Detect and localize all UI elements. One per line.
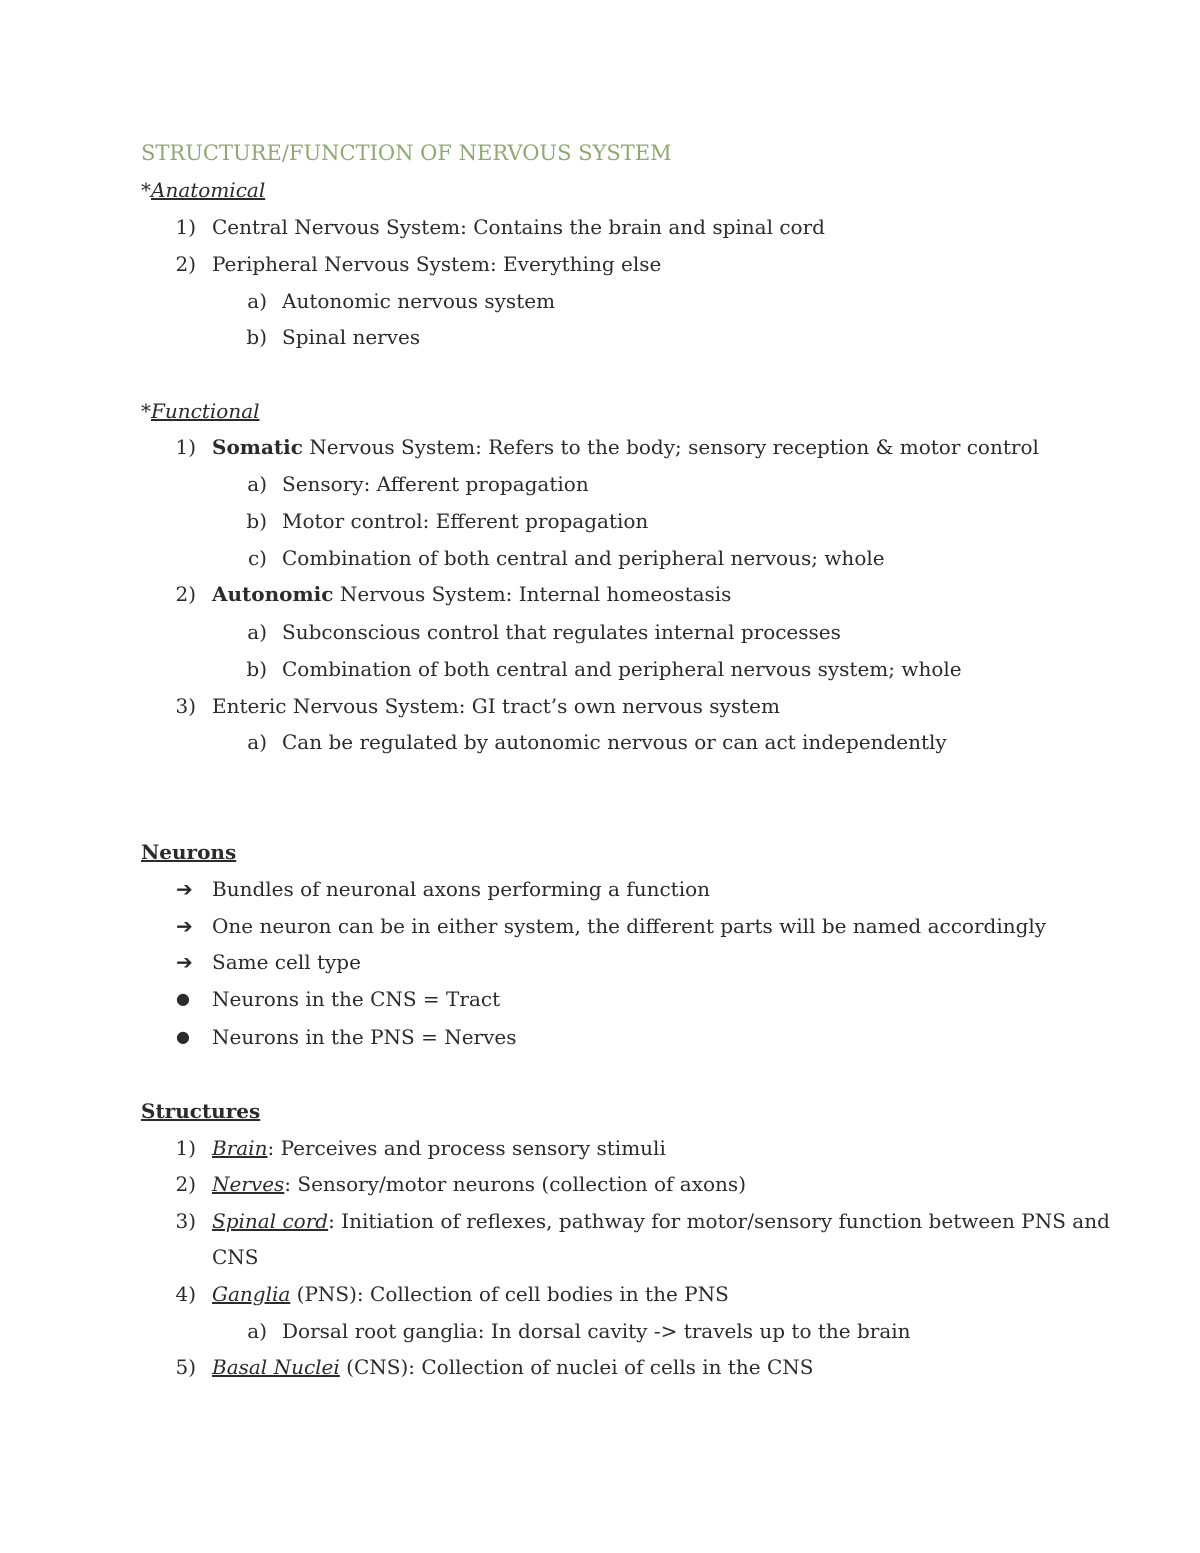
list-text: Enteric Nervous System: GI tract’s own nervous system xyxy=(212,694,780,718)
list-letter: b) xyxy=(246,509,267,533)
list-text xyxy=(212,1134,666,1162)
term: Nerves xyxy=(212,1172,285,1196)
bullet-icon: ● xyxy=(176,989,190,1008)
arrow-icon: ➔ xyxy=(176,877,193,901)
list-number: 2) xyxy=(175,582,196,606)
functional-heading: Functional xyxy=(151,399,260,423)
term-rest: Nervous System: Internal homeostasis xyxy=(333,582,732,606)
list-text: Peripheral Nervous System: Everything else xyxy=(212,252,662,276)
anatomical-heading: Anatomical xyxy=(151,178,266,202)
list-letter: c) xyxy=(247,546,267,570)
list-text xyxy=(212,1207,1110,1235)
term-rest: (PNS): Collection of cell bodies in the PNS xyxy=(290,1282,729,1306)
list-number: 1) xyxy=(175,215,196,239)
list-text: Motor control: Efferent propagation xyxy=(282,509,649,533)
term-rest: : Initiation of reflexes, pathway for motor/sensory function between PNS and xyxy=(328,1209,1110,1233)
term-bold: Somatic xyxy=(212,435,303,459)
term-rest: : Perceives and process sensory stimuli xyxy=(267,1136,666,1160)
bullet-icon: ● xyxy=(176,1027,190,1046)
list-text: Bundles of neuronal axons performing a function xyxy=(212,877,711,901)
term: Ganglia xyxy=(212,1282,291,1306)
arrow-icon: ➔ xyxy=(176,950,193,974)
list-number: 1) xyxy=(175,435,196,459)
list-letter: b) xyxy=(246,325,267,349)
list-letter: a) xyxy=(247,730,267,754)
list-number: 4) xyxy=(175,1282,196,1306)
list-number: 5) xyxy=(175,1355,196,1379)
list-text: Combination of both central and peripheral nervous; whole xyxy=(282,546,885,570)
list-text: Dorsal root ganglia: In dorsal cavity -> travels up to the brain xyxy=(282,1319,911,1343)
list-text: Spinal nerves xyxy=(282,325,421,349)
list-letter: a) xyxy=(247,472,267,496)
list-text: Neurons in the PNS = Nerves xyxy=(212,1025,517,1049)
term: Brain xyxy=(212,1136,268,1160)
list-letter: a) xyxy=(247,1319,267,1343)
list-text: Neurons in the CNS = Tract xyxy=(212,987,501,1011)
arrow-icon: ➔ xyxy=(176,914,193,938)
list-text xyxy=(212,580,731,608)
page-title: STRUCTURE/FUNCTION OF NERVOUS SYSTEM xyxy=(141,141,672,165)
list-text xyxy=(212,1280,729,1308)
list-number: 1) xyxy=(175,1136,196,1160)
list-text: Subconscious control that regulates internal processes xyxy=(282,620,841,644)
list-text: CNS xyxy=(212,1245,259,1269)
term-rest: : Sensory/motor neurons (collection of axons) xyxy=(284,1172,746,1196)
list-letter: b) xyxy=(246,657,267,681)
list-text: Central Nervous System: Contains the brain and spinal cord xyxy=(212,215,825,239)
term-rest: Nervous System: Refers to the body; sensory reception & motor control xyxy=(302,435,1039,459)
list-number: 3) xyxy=(175,1209,196,1233)
list-number: 2) xyxy=(175,1172,196,1196)
list-letter: a) xyxy=(247,620,267,644)
neurons-heading: Neurons xyxy=(141,840,237,864)
term: Spinal cord xyxy=(212,1209,329,1233)
list-text xyxy=(212,433,1039,461)
list-text xyxy=(212,1170,746,1198)
list-text: One neuron can be in either system, the different parts will be named accordingly xyxy=(212,914,1047,938)
term: Basal Nuclei xyxy=(212,1355,340,1379)
asterisk: * xyxy=(141,399,151,423)
list-text: Can be regulated by autonomic nervous or can act independently xyxy=(282,730,947,754)
functional-label xyxy=(141,397,260,425)
anatomical-label xyxy=(141,176,265,204)
list-text xyxy=(212,1353,813,1381)
list-letter: a) xyxy=(247,289,267,313)
list-text: Sensory: Afferent propagation xyxy=(282,472,589,496)
list-text: Combination of both central and peripheral nervous system; whole xyxy=(282,657,962,681)
list-text: Autonomic nervous system xyxy=(282,289,556,313)
list-number: 3) xyxy=(175,694,196,718)
asterisk: * xyxy=(141,178,151,202)
list-number: 2) xyxy=(175,252,196,276)
term-rest: (CNS): Collection of nuclei of cells in the CNS xyxy=(339,1355,814,1379)
term-bold: Autonomic xyxy=(212,582,334,606)
structures-heading: Structures xyxy=(141,1099,261,1123)
list-text: Same cell type xyxy=(212,950,361,974)
